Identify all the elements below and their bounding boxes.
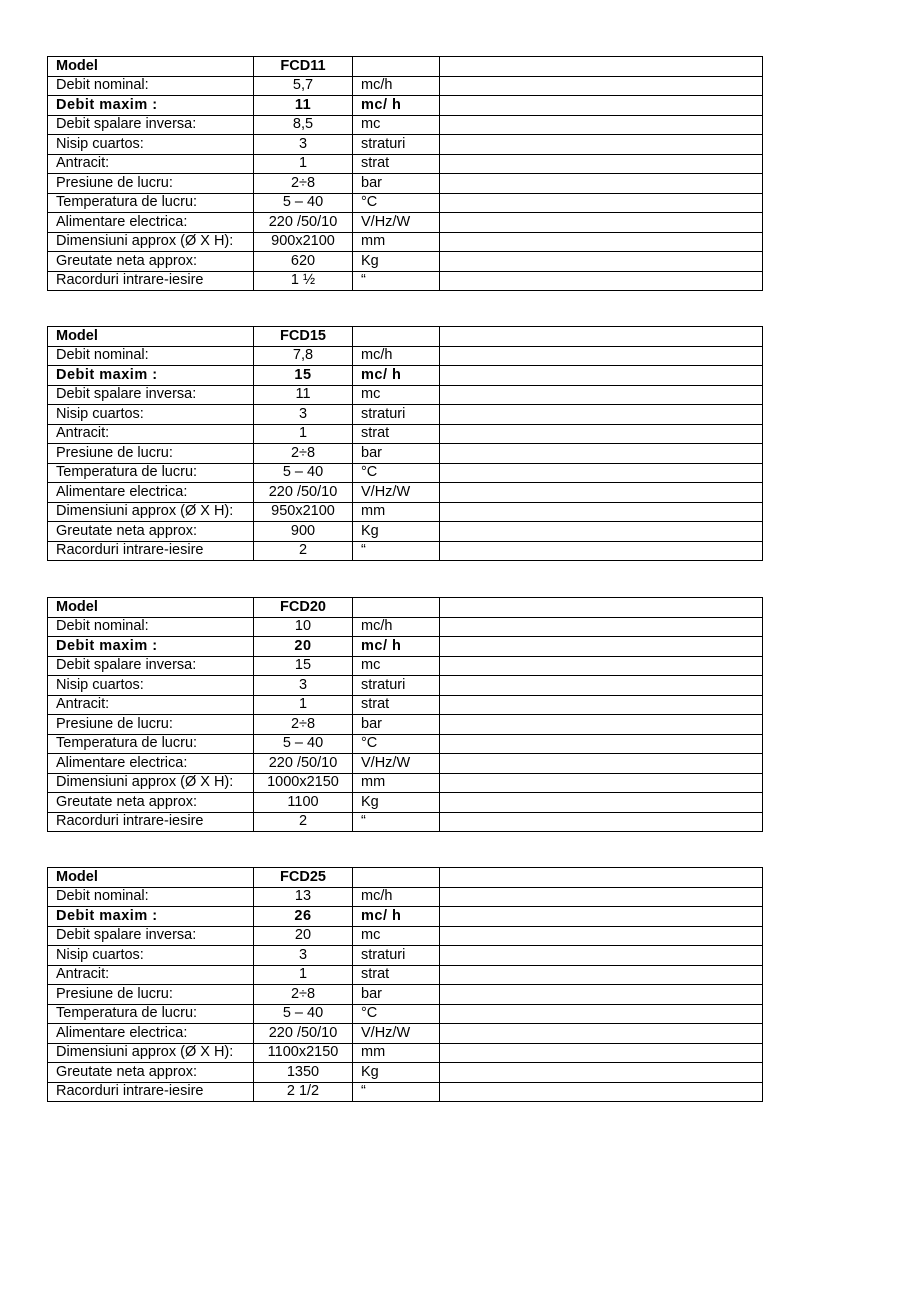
empty-cell — [440, 907, 763, 927]
spec-unit: Kg — [353, 522, 440, 542]
spec-unit: °C — [353, 193, 440, 213]
empty-cell — [440, 522, 763, 542]
table-row — [48, 773, 763, 793]
empty-cell — [440, 271, 763, 291]
table-row — [48, 695, 763, 715]
table-row — [48, 1024, 763, 1044]
spec-unit: mc — [353, 926, 440, 946]
empty-cell — [440, 1063, 763, 1083]
table-row — [48, 271, 763, 291]
spec-unit: bar — [353, 715, 440, 735]
empty-cell — [440, 154, 763, 174]
table-row — [48, 812, 763, 832]
empty-cell — [440, 366, 763, 386]
empty-cell — [440, 463, 763, 483]
table-row — [48, 463, 763, 483]
spec-value: 2÷8 — [254, 174, 353, 194]
spec-value: 20 — [254, 637, 353, 657]
spec-value: 15 — [254, 366, 353, 386]
spec-label: Presiune de lucru: — [48, 715, 254, 735]
table-row — [48, 405, 763, 425]
spec-label: Debit maxim : — [48, 366, 254, 386]
spec-label: Debit maxim : — [48, 96, 254, 116]
table-header-row — [48, 868, 763, 888]
spec-label: Temperatura de lucru: — [48, 734, 254, 754]
spec-value: 1 ½ — [254, 271, 353, 291]
spec-unit: mm — [353, 502, 440, 522]
spec-label: Greutate neta approx: — [48, 252, 254, 272]
spec-value: 2÷8 — [254, 715, 353, 735]
spec-value: 900 — [254, 522, 353, 542]
spec-value: 26 — [254, 907, 353, 927]
spec-label: Presiune de lucru: — [48, 444, 254, 464]
table-row — [48, 522, 763, 542]
spec-label: Nisip cuartos: — [48, 405, 254, 425]
table-row — [48, 656, 763, 676]
spec-unit: strat — [353, 424, 440, 444]
table-row — [48, 154, 763, 174]
empty-cell — [440, 695, 763, 715]
table-row — [48, 444, 763, 464]
spec-label: Debit nominal: — [48, 887, 254, 907]
spec-value: 2÷8 — [254, 985, 353, 1005]
spec-unit: straturi — [353, 676, 440, 696]
empty-cell — [353, 598, 440, 618]
empty-cell — [440, 754, 763, 774]
table-row — [48, 793, 763, 813]
spec-value: 2 — [254, 812, 353, 832]
table-row — [48, 252, 763, 272]
spec-value: 5,7 — [254, 76, 353, 96]
spec-label: Alimentare electrica: — [48, 1024, 254, 1044]
table-row — [48, 76, 763, 96]
empty-cell — [440, 76, 763, 96]
spec-label: Antracit: — [48, 695, 254, 715]
spec-value: 7,8 — [254, 346, 353, 366]
spec-unit: strat — [353, 695, 440, 715]
spec-value: 11 — [254, 96, 353, 116]
empty-cell — [440, 734, 763, 754]
spec-label: Debit spalare inversa: — [48, 656, 254, 676]
empty-cell — [440, 965, 763, 985]
spec-unit: “ — [353, 812, 440, 832]
spec-label: Debit spalare inversa: — [48, 385, 254, 405]
empty-cell — [440, 193, 763, 213]
spec-label: Alimentare electrica: — [48, 754, 254, 774]
table-row — [48, 541, 763, 561]
empty-cell — [353, 57, 440, 77]
spec-value: 13 — [254, 887, 353, 907]
spec-value: 1 — [254, 965, 353, 985]
spec-unit: mc — [353, 656, 440, 676]
spec-unit: “ — [353, 1082, 440, 1102]
empty-cell — [440, 346, 763, 366]
empty-cell — [440, 868, 763, 888]
empty-cell — [440, 1043, 763, 1063]
spec-value: 5 – 40 — [254, 193, 353, 213]
empty-cell — [440, 656, 763, 676]
table-row — [48, 965, 763, 985]
spec-value: 620 — [254, 252, 353, 272]
empty-cell — [440, 926, 763, 946]
spec-unit: mc/h — [353, 887, 440, 907]
table-row — [48, 502, 763, 522]
spec-unit: mc — [353, 385, 440, 405]
spec-value: 3 — [254, 946, 353, 966]
empty-cell — [440, 1004, 763, 1024]
spec-unit: V/Hz/W — [353, 754, 440, 774]
spec-label: Nisip cuartos: — [48, 946, 254, 966]
spec-unit: bar — [353, 985, 440, 1005]
spec-label: Debit nominal: — [48, 76, 254, 96]
empty-cell — [440, 715, 763, 735]
empty-cell — [440, 405, 763, 425]
empty-cell — [440, 812, 763, 832]
empty-cell — [440, 773, 763, 793]
spec-unit: °C — [353, 1004, 440, 1024]
table-row — [48, 617, 763, 637]
spec-label: Alimentare electrica: — [48, 213, 254, 233]
spec-unit: °C — [353, 734, 440, 754]
spec-unit: V/Hz/W — [353, 483, 440, 503]
spec-value: 20 — [254, 926, 353, 946]
empty-cell — [440, 57, 763, 77]
spec-unit: Kg — [353, 1063, 440, 1083]
empty-cell — [440, 617, 763, 637]
empty-cell — [440, 213, 763, 233]
empty-cell — [353, 327, 440, 347]
spec-value: 1100 — [254, 793, 353, 813]
spec-label: Temperatura de lucru: — [48, 463, 254, 483]
spec-label: Debit spalare inversa: — [48, 926, 254, 946]
table-row — [48, 926, 763, 946]
empty-cell — [440, 385, 763, 405]
spec-label: Nisip cuartos: — [48, 135, 254, 155]
empty-cell — [440, 232, 763, 252]
spec-value: 2 — [254, 541, 353, 561]
table-row — [48, 96, 763, 116]
model-name: FCD15 — [254, 327, 353, 347]
spec-unit: mc/h — [353, 617, 440, 637]
table-row — [48, 676, 763, 696]
empty-cell — [440, 541, 763, 561]
table-row — [48, 1004, 763, 1024]
spec-value: 5 – 40 — [254, 463, 353, 483]
empty-cell — [440, 483, 763, 503]
spec-label: Greutate neta approx: — [48, 793, 254, 813]
spec-unit: bar — [353, 174, 440, 194]
spec-unit: straturi — [353, 135, 440, 155]
spec-label: Greutate neta approx: — [48, 522, 254, 542]
spec-value: 5 – 40 — [254, 1004, 353, 1024]
spec-table-fcd11 — [47, 56, 763, 291]
table-header-row — [48, 57, 763, 77]
spec-unit: V/Hz/W — [353, 213, 440, 233]
empty-cell — [440, 252, 763, 272]
spec-unit: mc/h — [353, 346, 440, 366]
table-row — [48, 715, 763, 735]
table-row — [48, 366, 763, 386]
spec-label: Temperatura de lucru: — [48, 1004, 254, 1024]
table-row — [48, 946, 763, 966]
spec-value: 1000x2150 — [254, 773, 353, 793]
spec-label: Debit spalare inversa: — [48, 115, 254, 135]
table-row — [48, 985, 763, 1005]
table-row — [48, 1043, 763, 1063]
empty-cell — [440, 793, 763, 813]
empty-cell — [440, 598, 763, 618]
table-row — [48, 346, 763, 366]
table-row — [48, 385, 763, 405]
table-row — [48, 135, 763, 155]
spec-label: Racorduri intrare-iesire — [48, 541, 254, 561]
spec-unit: strat — [353, 965, 440, 985]
spec-value: 1 — [254, 424, 353, 444]
table-row — [48, 232, 763, 252]
spec-unit: bar — [353, 444, 440, 464]
empty-cell — [440, 637, 763, 657]
table-row — [48, 754, 763, 774]
spec-label: Antracit: — [48, 424, 254, 444]
spec-value: 2 1/2 — [254, 1082, 353, 1102]
spec-unit: V/Hz/W — [353, 1024, 440, 1044]
model-label: Model — [48, 57, 254, 77]
spec-unit: Kg — [353, 793, 440, 813]
empty-cell — [440, 135, 763, 155]
spec-value: 1 — [254, 154, 353, 174]
spec-label: Dimensiuni approx (Ø X H): — [48, 1043, 254, 1063]
table-row — [48, 115, 763, 135]
spec-value: 10 — [254, 617, 353, 637]
spec-value: 950x2100 — [254, 502, 353, 522]
empty-cell — [440, 676, 763, 696]
spec-label: Debit nominal: — [48, 617, 254, 637]
spec-value: 220 /50/10 — [254, 483, 353, 503]
spec-label: Racorduri intrare-iesire — [48, 271, 254, 291]
spec-label: Antracit: — [48, 965, 254, 985]
spec-unit: mm — [353, 773, 440, 793]
spec-value: 15 — [254, 656, 353, 676]
spec-unit: mm — [353, 1043, 440, 1063]
empty-cell — [440, 115, 763, 135]
spec-label: Antracit: — [48, 154, 254, 174]
spec-unit: straturi — [353, 405, 440, 425]
spec-unit: mc/ h — [353, 366, 440, 386]
spec-value: 220 /50/10 — [254, 1024, 353, 1044]
spec-value: 3 — [254, 135, 353, 155]
empty-cell — [440, 96, 763, 116]
empty-cell — [440, 424, 763, 444]
empty-cell — [440, 1024, 763, 1044]
empty-cell — [440, 985, 763, 1005]
spec-unit: “ — [353, 541, 440, 561]
spec-value: 11 — [254, 385, 353, 405]
spec-value: 1 — [254, 695, 353, 715]
spec-label: Dimensiuni approx (Ø X H): — [48, 773, 254, 793]
spec-value: 3 — [254, 676, 353, 696]
spec-table-fcd20 — [47, 597, 763, 832]
spec-value: 1350 — [254, 1063, 353, 1083]
spec-label: Racorduri intrare-iesire — [48, 812, 254, 832]
spec-label: Dimensiuni approx (Ø X H): — [48, 502, 254, 522]
spec-label: Debit nominal: — [48, 346, 254, 366]
spec-label: Debit maxim : — [48, 637, 254, 657]
model-label: Model — [48, 327, 254, 347]
table-row — [48, 734, 763, 754]
spec-label: Presiune de lucru: — [48, 174, 254, 194]
spec-label: Debit maxim : — [48, 907, 254, 927]
empty-cell — [440, 327, 763, 347]
spec-value: 900x2100 — [254, 232, 353, 252]
spec-label: Racorduri intrare-iesire — [48, 1082, 254, 1102]
empty-cell — [440, 1082, 763, 1102]
spec-unit: mc — [353, 115, 440, 135]
model-label: Model — [48, 598, 254, 618]
table-row — [48, 1082, 763, 1102]
empty-cell — [440, 887, 763, 907]
table-row — [48, 1063, 763, 1083]
model-name: FCD25 — [254, 868, 353, 888]
spec-unit: “ — [353, 271, 440, 291]
spec-table-fcd25 — [47, 867, 763, 1102]
spec-value: 3 — [254, 405, 353, 425]
table-row — [48, 907, 763, 927]
spec-value: 5 – 40 — [254, 734, 353, 754]
spec-label: Nisip cuartos: — [48, 676, 254, 696]
spec-label: Temperatura de lucru: — [48, 193, 254, 213]
model-name: FCD20 — [254, 598, 353, 618]
spec-unit: mc/ h — [353, 637, 440, 657]
spec-unit: strat — [353, 154, 440, 174]
spec-label: Presiune de lucru: — [48, 985, 254, 1005]
table-header-row — [48, 327, 763, 347]
table-row — [48, 213, 763, 233]
table-row — [48, 193, 763, 213]
empty-cell — [353, 868, 440, 888]
empty-cell — [440, 174, 763, 194]
spec-unit: straturi — [353, 946, 440, 966]
spec-unit: mc/ h — [353, 907, 440, 927]
spec-value: 8,5 — [254, 115, 353, 135]
spec-table-fcd15 — [47, 326, 763, 561]
spec-unit: mc/h — [353, 76, 440, 96]
empty-cell — [440, 502, 763, 522]
empty-cell — [440, 946, 763, 966]
table-row — [48, 637, 763, 657]
table-row — [48, 483, 763, 503]
spec-unit: Kg — [353, 252, 440, 272]
spec-label: Alimentare electrica: — [48, 483, 254, 503]
table-header-row — [48, 598, 763, 618]
spec-value: 1100x2150 — [254, 1043, 353, 1063]
spec-unit: mc/ h — [353, 96, 440, 116]
table-row — [48, 174, 763, 194]
table-row — [48, 424, 763, 444]
spec-unit: mm — [353, 232, 440, 252]
spec-unit: °C — [353, 463, 440, 483]
model-name: FCD11 — [254, 57, 353, 77]
spec-label: Dimensiuni approx (Ø X H): — [48, 232, 254, 252]
empty-cell — [440, 444, 763, 464]
spec-value: 220 /50/10 — [254, 213, 353, 233]
spec-value: 220 /50/10 — [254, 754, 353, 774]
spec-label: Greutate neta approx: — [48, 1063, 254, 1083]
model-label: Model — [48, 868, 254, 888]
spec-value: 2÷8 — [254, 444, 353, 464]
table-row — [48, 887, 763, 907]
